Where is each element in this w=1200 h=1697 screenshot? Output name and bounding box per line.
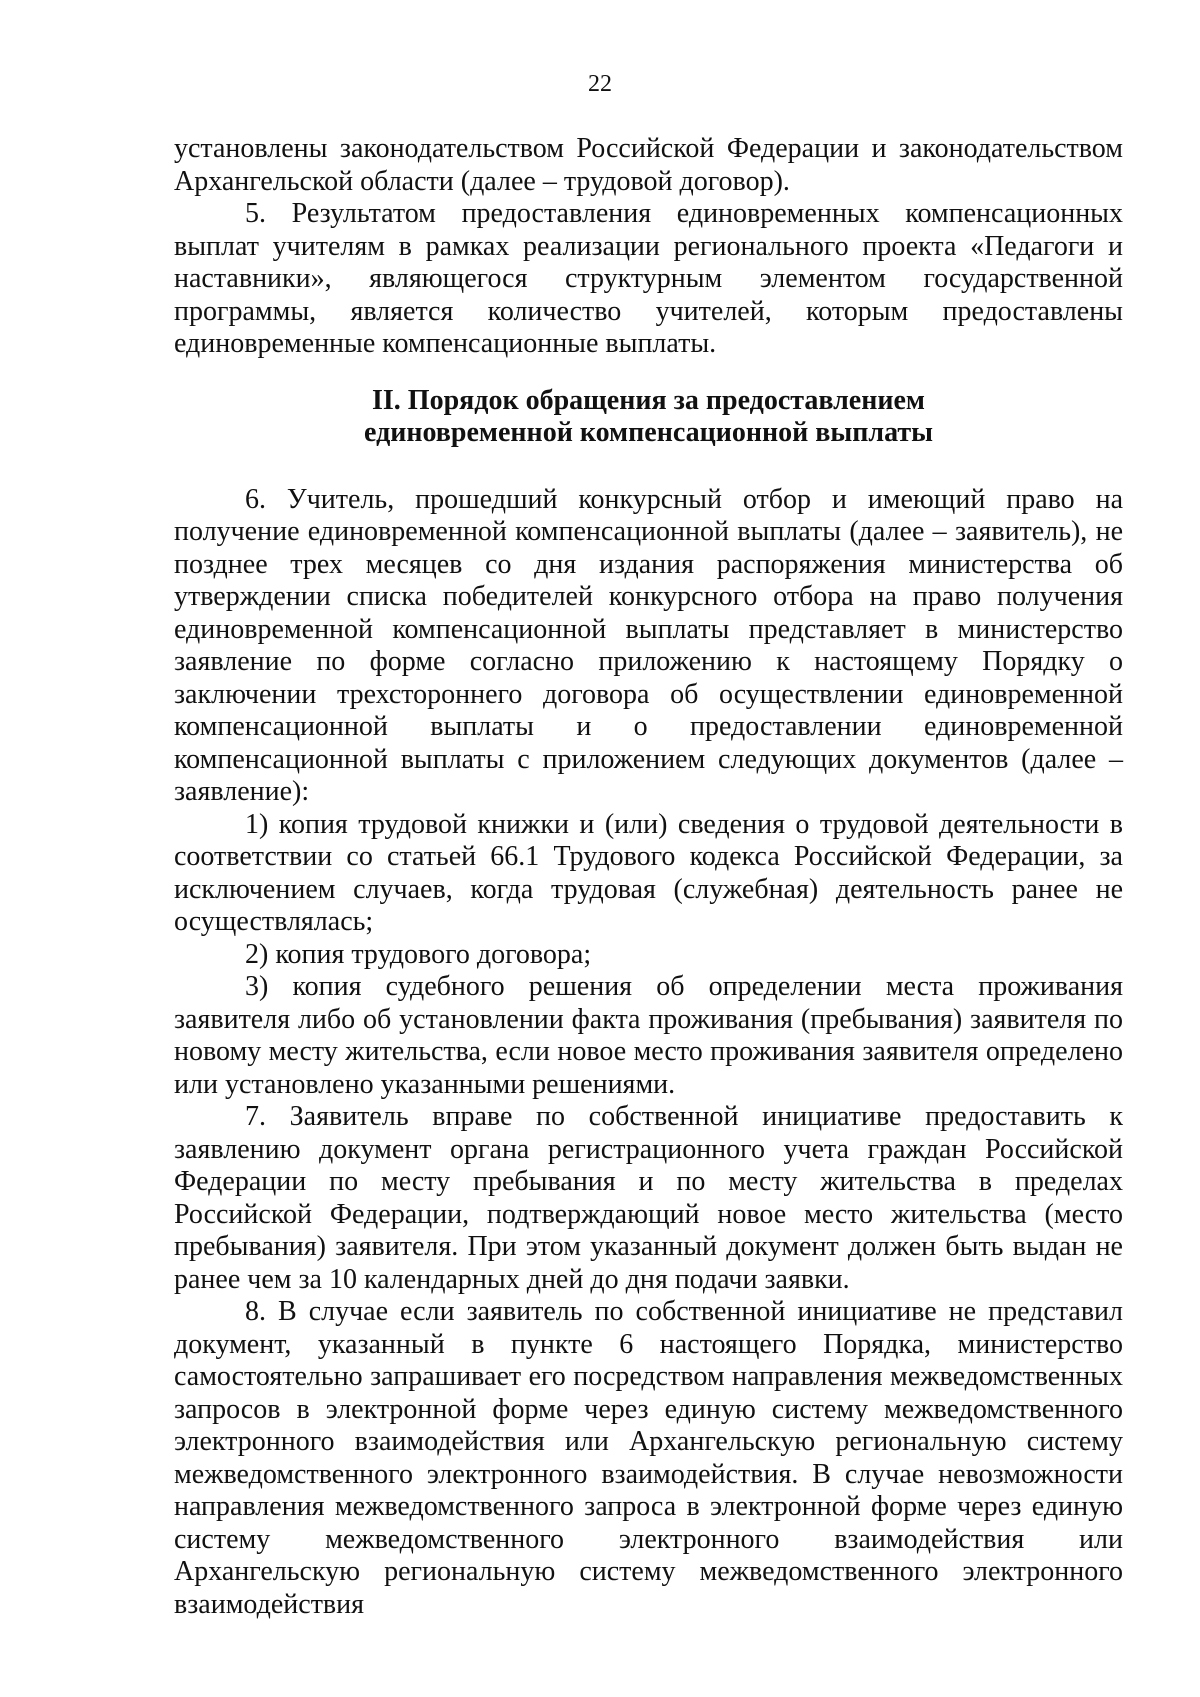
paragraph-item-6: 6. Учитель, прошедший конкурсный отбор и имеющий право на получение единовременной компенсационной выплаты (далее – заявитель), не позднее трех месяцев со дня издания распоряжения министерства об утверждении списка победителей конкурсного отбора на право получения единовременной компенсационной выплаты представляет в министерство заявление по форме согласно приложению к настоящему Порядку о заключении трехстороннего договора об осуществлении единовременной компенсационной выплаты и о предоставлении единовременной компенсационной выплаты с приложением следующих документов (далее – заявление): (174, 483, 1123, 807)
paragraph-continuation: установлены законодательством Российской Федерации и законодательством Архангельской области (далее – трудовой договор). (174, 133, 1123, 197)
page-number: 22 (588, 71, 612, 97)
paragraph-subitem-2: 2) копия трудового договора; (245, 938, 592, 970)
paragraph-subitem-1: 1) копия трудовой книжки и (или) сведения о трудовой деятельности в соответствии со статьей 66.1 Трудового кодекса Российской Федерации, за исключением случаев, когда трудовая (служебная) деятельность ранее не осуществлялась; (174, 808, 1123, 937)
paragraph-item-5: 5. Результатом предоставления единовременных компенсационных выплат учителям в рамках реализации регионального проекта «Педагоги и наставники», являющегося структурным элементом государственной программы, является количество учителей, которым предоставлены единовременные компенсационные выплаты. (174, 198, 1123, 359)
paragraph-subitem-3: 3) копия судебного решения об определении места проживания заявителя либо об установлении факта проживания (пребывания) заявителя по новому месту жительства, если новое место проживания заявителя определено или установлено указанными решениями. (174, 971, 1123, 1100)
paragraph-item-7: 7. Заявитель вправе по собственной инициативе предоставить к заявлению документ органа регистрационного учета граждан Российской Федерации по месту пребывания и по месту жительства в пределах Российской Федерации, подтверждающий новое место жительства (место пребывания) заявителя. При этом указанный документ должен быть выдан не ранее чем за 10 календарных дней до дня подачи заявки. (174, 1101, 1123, 1295)
section-heading-line-2: единовременной компенсационной выплаты (364, 417, 933, 448)
section-heading (174, 385, 1123, 450)
paragraph-item-8: 8. В случае если заявитель по собственной инициативе не представил документ, указанный в пункте 6 настоящего Порядка, министерство самостоятельно запрашивает его посредством направления межведомственных запросов в электронной форме через единую систему межведомственного электронного взаимодействия или Архангельскую региональную систему межведомственного электронного взаимодействия. В случае невозможности направления межведомственного запроса в электронной форме через единую систему межведомственного электронного взаимодействия или Архангельскую региональную систему межведомственного электронного взаимодействия (174, 1296, 1123, 1620)
page-content (174, 133, 1123, 1621)
section-heading-line-1: II. Порядок обращения за предоставлением (372, 384, 925, 416)
